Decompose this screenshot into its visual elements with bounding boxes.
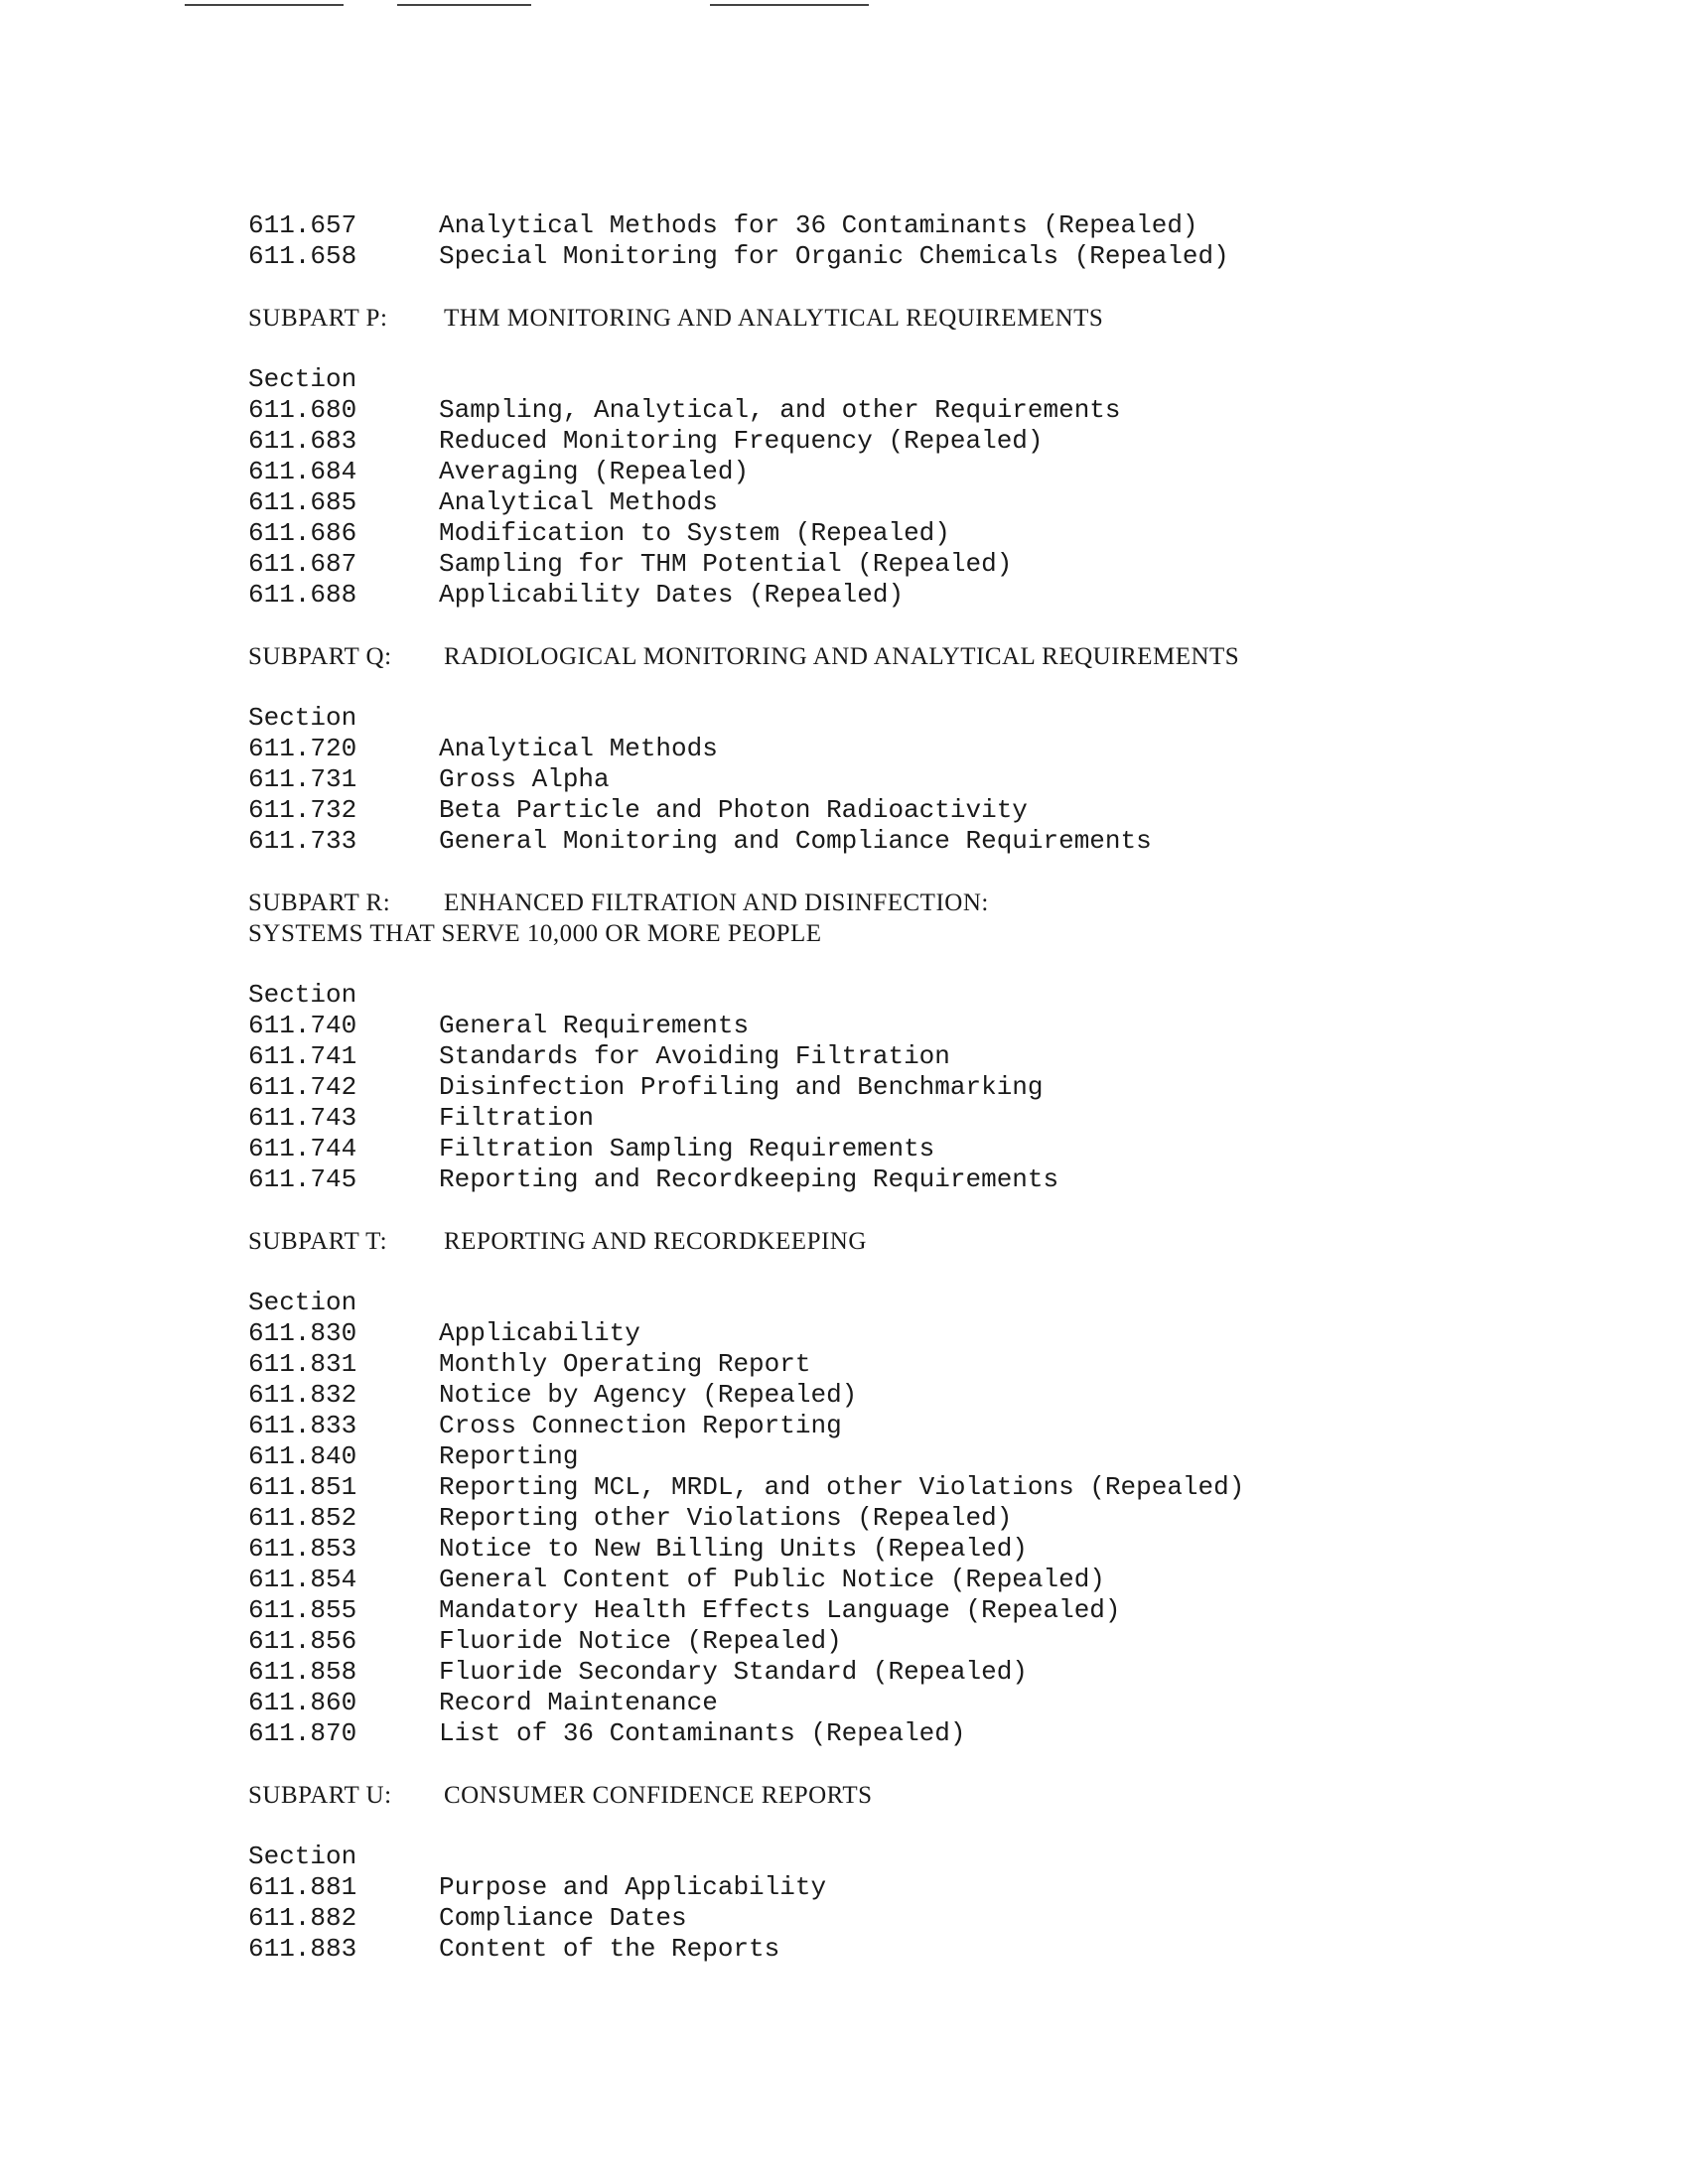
section-number: 611.741 [248,1041,357,1071]
list-item [248,1411,1589,1441]
section-number: 611.854 [248,1565,357,1594]
list-item [248,1534,1589,1565]
section-number: 611.832 [248,1380,357,1410]
list-item [248,426,1589,457]
list-item [248,1072,1589,1103]
section-number: 611.831 [248,1349,357,1379]
section-number: 611.883 [248,1934,357,1964]
section-number: 611.658 [248,241,357,271]
list-item [248,1041,1589,1072]
list-item [248,1872,1589,1903]
top-entries [248,210,1589,272]
section-title: Sampling, Analytical, and other Requirements [439,395,1121,425]
list-item [248,1565,1589,1595]
section-number: 611.833 [248,1411,357,1440]
list-item [248,826,1589,857]
spacer [248,611,1589,641]
list-item [248,1380,1589,1411]
section-title: General Requirements [439,1011,750,1040]
list-item [248,1657,1589,1688]
section-number: 611.855 [248,1595,357,1625]
section-title: Disinfection Profiling and Benchmarking [439,1072,1044,1102]
section-title: Modification to System (Repealed) [439,518,950,548]
spacer [248,857,1589,887]
section-title: Fluoride Notice (Repealed) [439,1626,842,1656]
spacer [248,672,1589,703]
list-item [248,518,1589,549]
section-column-label: Section [248,364,357,394]
section-number: 611.733 [248,826,357,856]
section-number: 611.851 [248,1472,357,1502]
section-title: Compliance Dates [439,1903,687,1933]
list-item [248,1011,1589,1041]
list-item [248,1164,1589,1195]
section-title: Analytical Methods [439,487,718,517]
spacer [248,1811,1589,1842]
subpart-label: SUBPART P: [248,305,388,332]
list-item [248,1595,1589,1626]
section-title: Notice by Agency (Repealed) [439,1380,858,1410]
section-title: Averaging (Repealed) [439,457,750,486]
section-number: 611.683 [248,426,357,456]
section-title: Monthly Operating Report [439,1349,811,1379]
list-item [248,1103,1589,1134]
section-number: 611.657 [248,210,357,240]
section-title: Applicability Dates (Repealed) [439,580,905,610]
subpart-title: CONSUMER CONFIDENCE REPORTS [444,1782,873,1809]
list-item [248,764,1589,795]
list-item [248,1688,1589,1718]
list-item [248,487,1589,518]
section-number: 611.680 [248,395,357,425]
subpart-title: REPORTING AND RECORDKEEPING [444,1228,867,1255]
list-item [248,1626,1589,1657]
section-column-label: Section [248,703,357,733]
list-item [248,1472,1589,1503]
section-title: Reporting MCL, MRDL, and other Violations (Repealed) [439,1472,1245,1502]
section-title: Applicability [439,1318,640,1348]
list-item [248,1349,1589,1380]
section-column-label: Section [248,1842,357,1871]
section-number: 611.858 [248,1657,357,1687]
subpart-label: SUBPART T: [248,1228,388,1255]
section-column-label: Section [248,1288,357,1317]
top-rule [185,4,344,6]
section-number: 611.740 [248,1011,357,1040]
spacer [248,949,1589,980]
section-number: 611.881 [248,1872,357,1902]
subpart-heading [248,641,1589,672]
list-item [248,1441,1589,1472]
subpart-heading [248,887,1589,918]
section-number: 611.684 [248,457,357,486]
section-title: Content of the Reports [439,1934,780,1964]
spacer [248,1195,1589,1226]
subparts [248,272,1589,1965]
section-column-label: Section [248,980,357,1010]
section-number: 611.687 [248,549,357,579]
section-number: 611.840 [248,1441,357,1471]
section-number: 611.743 [248,1103,357,1133]
list-item [248,580,1589,611]
section-number: 611.856 [248,1626,357,1656]
section-title: General Content of Public Notice (Repealed) [439,1565,1105,1594]
section-number: 611.685 [248,487,357,517]
section-title: Reporting other Violations (Repealed) [439,1503,1013,1533]
section-number: 611.830 [248,1318,357,1348]
section-number: 611.731 [248,764,357,794]
section-title: Mandatory Health Effects Language (Repealed) [439,1595,1121,1625]
section-title: Gross Alpha [439,764,610,794]
section-title: Reporting and Recordkeeping Requirements [439,1164,1059,1194]
list-item [248,457,1589,487]
section-title: Reduced Monitoring Frequency (Repealed) [439,426,1044,456]
list-item [248,1134,1589,1164]
list-item [248,1318,1589,1349]
list-item [248,1718,1589,1749]
section-number: 611.742 [248,1072,357,1102]
list-item [248,241,1589,272]
section-title: Notice to New Billing Units (Repealed) [439,1534,1028,1564]
list-item [248,1903,1589,1934]
subpart-label: SUBPART Q: [248,643,392,670]
list-item [248,210,1589,241]
subpart-heading [248,1226,1589,1257]
top-rule [397,4,531,6]
section-title: Filtration Sampling Requirements [439,1134,935,1163]
section-title: Special Monitoring for Organic Chemicals (Repealed) [439,241,1229,271]
subpart-title: THM MONITORING AND ANALYTICAL REQUIREMENTS [444,305,1104,332]
subpart-label: SUBPART U: [248,1782,392,1809]
section-number: 611.686 [248,518,357,548]
list-item [248,1934,1589,1965]
subpart-heading [248,303,1589,334]
subpart-label: SUBPART R: [248,889,391,916]
section-title: Beta Particle and Photon Radioactivity [439,795,1028,825]
list-item [248,395,1589,426]
list-item [248,795,1589,826]
section-title: Fluoride Secondary Standard (Repealed) [439,1657,1028,1687]
subpart-title: ENHANCED FILTRATION AND DISINFECTION: [444,889,989,916]
section-title: Record Maintenance [439,1688,718,1717]
spacer [248,334,1589,364]
section-title: Analytical Methods [439,734,718,763]
section-number: 611.744 [248,1134,357,1163]
list-item [248,734,1589,764]
section-number: 611.720 [248,734,357,763]
subpart-heading [248,1780,1589,1811]
section-title: Cross Connection Reporting [439,1411,842,1440]
list-item [248,549,1589,580]
section-number: 611.732 [248,795,357,825]
list-item [248,1503,1589,1534]
section-title: Reporting [439,1441,579,1471]
section-number: 611.853 [248,1534,357,1564]
section-number: 611.688 [248,580,357,610]
section-title: List of 36 Contaminants (Repealed) [439,1718,966,1748]
section-number: 611.745 [248,1164,357,1194]
section-number: 611.870 [248,1718,357,1748]
section-title: Filtration [439,1103,595,1133]
section-number: 611.882 [248,1903,357,1933]
section-title: Purpose and Applicability [439,1872,827,1902]
table-of-contents [248,210,1589,1965]
spacer [248,1257,1589,1288]
spacer [248,1749,1589,1780]
section-title: Sampling for THM Potential (Repealed) [439,549,1013,579]
subpart-title-continued: SYSTEMS THAT SERVE 10,000 OR MORE PEOPLE [248,920,822,947]
section-title: Analytical Methods for 36 Contaminants (Repealed) [439,210,1198,240]
section-title: General Monitoring and Compliance Requirements [439,826,1152,856]
spacer [248,272,1589,303]
subpart-title: RADIOLOGICAL MONITORING AND ANALYTICAL REQUIREMENTS [444,643,1240,670]
top-rule [710,4,869,6]
section-title: Standards for Avoiding Filtration [439,1041,950,1071]
section-number: 611.860 [248,1688,357,1717]
section-number: 611.852 [248,1503,357,1533]
